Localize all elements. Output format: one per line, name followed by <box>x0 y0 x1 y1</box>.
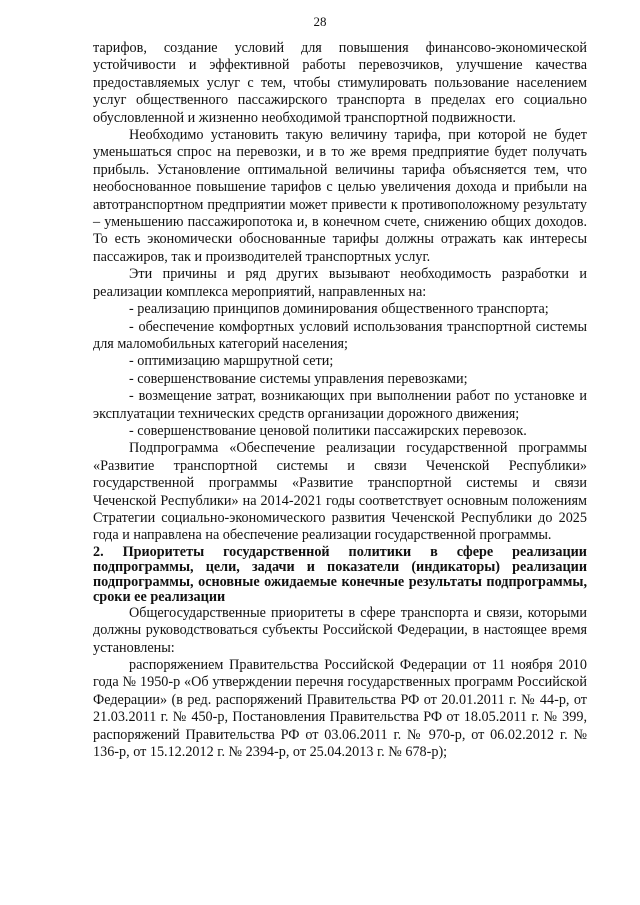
section-heading: 2. Приоритеты государственной политики в сфере реализации подпрограммы, цели, задачи и показатели (индикаторы) реализации подпрограммы, основные ожидаемые конечные результаты подпрограммы, сроки ее реализации <box>93 543 587 605</box>
document-body <box>93 40 587 761</box>
list-item: - возмещение затрат, возникающих при выполнении работ по установке и эксплуатации технических средств организации дорожного движения; <box>93 388 587 422</box>
paragraph-tariff-value: Необходимо установить такую величину тарифа, при которой не будет уменьшаться спрос на перевозки, и в то же время предприятие будет получать прибыль. Установление оптимальной величины тарифа объясняется тем, что необоснованное повышение тарифов с целью увеличения дохода и прибыли на автотранспортном предприятии может привести к противоположному результату – уменьшению пассажиропотока и, в конечном счете, снижению общих доходов. То есть экономически обоснованные тарифы должны отражать как интересы пассажиров, так и производителей транспортных услуг. <box>93 127 587 265</box>
list-item: - реализацию принципов доминирования общественного транспорта; <box>129 301 549 318</box>
list-item: - обеспечение комфортных условий использования транспортной системы для маломобильных категорий населения; <box>93 318 587 352</box>
paragraph-reasons: Эти причины и ряд других вызывают необходимость разработки и реализации комплекса мероприятий, направленных на: <box>93 266 587 300</box>
page-number: 28 <box>313 14 327 29</box>
paragraph-priorities: Общегосударственные приоритеты в сфере транспорта и связи, которыми должны руководствоваться субъекты Российской Федерации, в настоящее время установлены: <box>93 604 587 656</box>
paragraph-government-order: распоряжением Правительства Российской Федерации от 11 ноября 2010 года № 1950-р «Об утверждении перечня государственных программ Российской Федерации» (в ред. распоряжений Правительства РФ от 20.01.2011 г. № 44-р, от 21.03.2011 г. № 450-р, Постановления Правительства РФ от 18.05.2011 г. № 399, распоряжений Правительства РФ от 03.06.2011 г. № 970-р, от 06.02.2012 г. № 136-р, от 15.12.2012 г. № 2394-р, от 25.04.2013 г. № 678-р); <box>93 657 587 761</box>
list-item: - оптимизацию маршрутной сети; <box>129 353 334 370</box>
list-item: - совершенствование ценовой политики пассажирских перевозок. <box>129 422 527 439</box>
list-item: - совершенствование системы управления перевозками; <box>129 370 468 387</box>
paragraph-tariffs-continuation: тарифов, создание условий для повышения финансово-экономической устойчивости и эффективной работы перевозчиков, улучшение качества предоставляемых услуг с тем, чтобы стимулировать пользование населением услуг общественного пассажирского транспорта в пределах его социально обусловленной и жизненно необходимой транспортной подвижности. <box>93 40 587 126</box>
paragraph-subprogram: Подпрограмма «Обеспечение реализации государственной программы «Развитие транспортной системы и связи Чеченской Республики» государственной программы «Развитие транспортной системы и связи Чеченской Республики» на 2014-2021 годы соответствует основным положениям Стратегии социально-экономического развития Чеченской Республики до 2025 года и направлена на обеспечение реализации государственной программы. <box>93 440 587 544</box>
